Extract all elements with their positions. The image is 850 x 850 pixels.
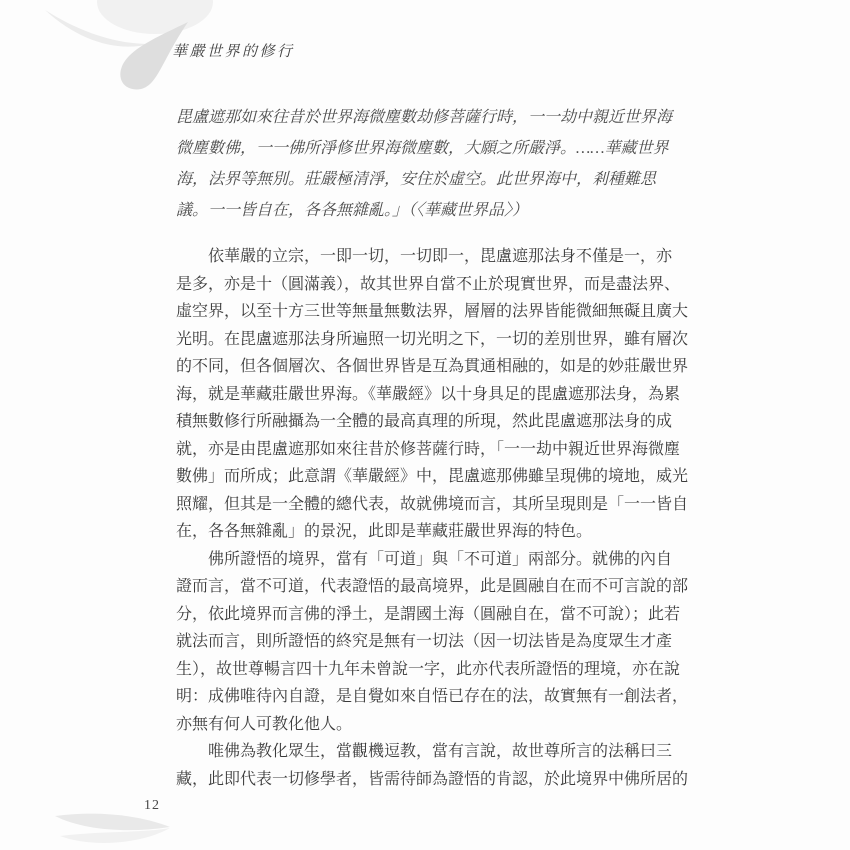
paragraph	[176, 738, 690, 793]
text-line: 積無數修行所融攝為一全體的最高真理的所現，然此毘盧遮那法身的成	[176, 413, 673, 430]
text-line: 生），故世尊暢言四十九年未曾說一字，此亦代表所證悟的理境，亦在說	[176, 660, 681, 678]
text-line: 照耀，但其是一全體的總代表，故就佛境而言，其所呈現則是「一一皆自	[176, 495, 689, 513]
page-number: 12	[144, 798, 160, 813]
text-line: 唯佛為教化眾生，當觀機逗教，當有言說，故世尊所言的法稱曰三	[208, 743, 673, 760]
body-paragraphs	[176, 243, 690, 793]
text-line: 證而言，當不可道，代表證悟的最高境界，此是圓融自在而不可言說的部	[176, 578, 689, 595]
text-line: 虛空界，以至十方三世等無量無數法界，層層的法界皆能微細無礙且廣大	[176, 303, 689, 320]
text-line: 海，就是華藏莊嚴世界海。《華嚴經》以十身具足的毘盧遮那法身，為累	[176, 385, 681, 403]
text-line: 在，各各無雜亂」的景況，此即是華藏莊嚴世界海的特色。	[176, 523, 593, 540]
text-block	[176, 102, 690, 793]
text-line: 數佛」而所成；此意謂《華嚴經》中，毘盧遮那佛雖呈現佛的境地，威光	[176, 468, 689, 485]
running-header-title: 華嚴世界的修行	[172, 44, 295, 60]
text-line: 明：成佛唯待內自證，是自覺如來自悟已存在的法，故實無有一創法者，	[176, 688, 689, 705]
paragraph	[176, 546, 690, 739]
text-line: 是多，亦是十（圓滿義），故其世界自當不止於現實世界，而是盡法界、	[176, 275, 681, 293]
text-line: 依華嚴的立宗，一即一切，一切即一，毘盧遮那法身不僅是一，亦	[208, 248, 673, 265]
text-line: 光明。在毘盧遮那法身所遍照一切光明之下，一切的差別世界，雖有層次	[176, 330, 689, 348]
text-line: 亦無有何人可教化他人。	[176, 715, 353, 733]
text-line: 毘盧遮那如來往昔於世界海微塵數劫修菩薩行時，一一劫中親近世界海	[176, 109, 673, 126]
text-line: 的不同，但各個層次、各個世界皆是互為貫通相融的，如是的妙莊嚴世界	[176, 358, 689, 375]
scripture-quote-block	[176, 102, 690, 226]
text-line: 議。一一皆自在，各各無雜亂。」（〈華藏世界品〉）	[176, 202, 529, 219]
text-line: 分，依此境界而言佛的淨土，是謂國土海（圓融自在，當不可說）；此若	[176, 605, 681, 623]
text-line: 佛所證悟的境界，當有「可道」與「不可道」兩部分。就佛的內自	[208, 550, 673, 568]
paragraph	[176, 243, 690, 546]
text-line: 海，法界等無別。莊嚴極清淨，安住於虛空。此世界海中，剎種難思	[176, 171, 657, 188]
text-line: 微塵數佛，一一佛所淨修世界海微塵數，大願之所嚴淨。……華藏世界	[176, 140, 669, 157]
bottom-left-swoosh-decoration	[0, 800, 190, 850]
text-line: 就，亦是由毘盧遮那如來往昔於修菩薩行時，「一一劫中親近世界海微塵	[176, 440, 681, 458]
text-line: 就法而言，則所證悟的終究是無有一切法（因一切法皆是為度眾生才產	[176, 633, 673, 650]
text-line: 藏，此即代表一切修學者，皆需待師為證悟的肯認，於此境界中佛所居的	[176, 770, 689, 788]
